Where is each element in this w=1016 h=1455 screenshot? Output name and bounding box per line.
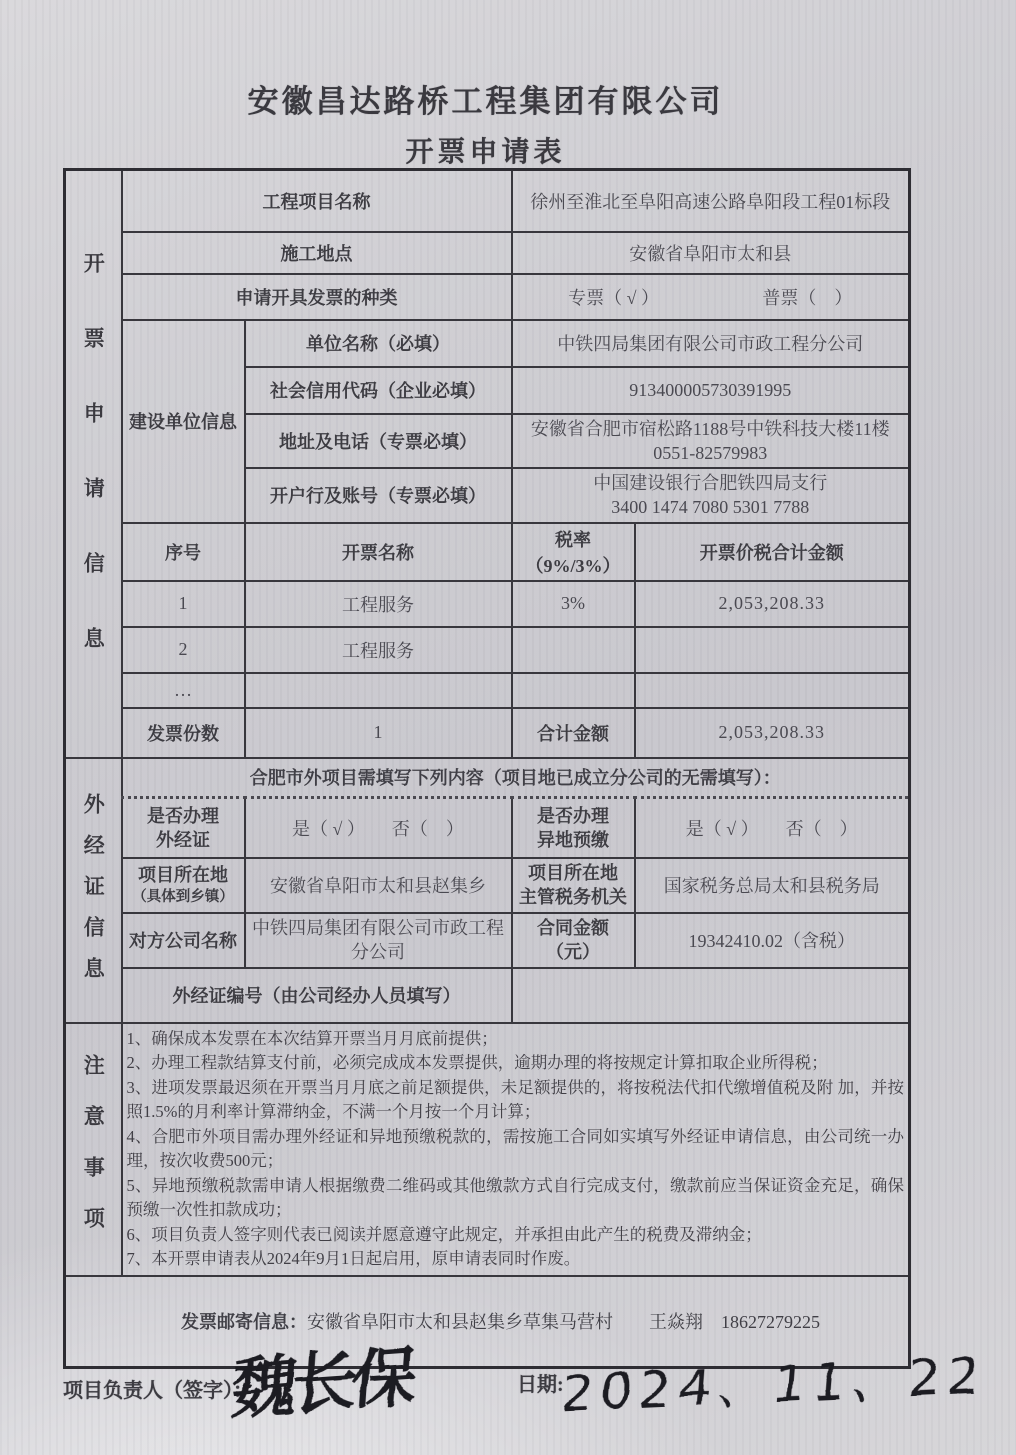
counterparty-label: 对方公司名称	[122, 913, 245, 968]
waijing-vertical-label: 外经证信息	[81, 792, 106, 998]
waijing-intro-note: 合肥市外项目需填写下列内容（项目地已成立分公司的无需填写）：	[122, 758, 910, 798]
note-item-2: 2、办理工程款结算支付前，必须完成成本发票提供，逾期办理的将按规定计算扣取企业所得税；	[126, 1053, 828, 1073]
note-item-5: 5、异地预缴税款需申请人根据缴费二维码或其他缴款方式自行完成支付，缴款前应当保证资金充足，确保预缴一次性扣款成功；	[126, 1175, 904, 1220]
note-item-4: 4、合肥市外项目需办理外经证和异地预缴税款的，需按施工合同如实填写外经证申请信息，由公司统一办理，按次收费500元；	[126, 1126, 904, 1171]
permit-number-label: 外经证编号（由公司经办人员填写）	[122, 968, 512, 1023]
contract-amount-label	[512, 913, 635, 968]
tax-authority-label	[512, 858, 635, 913]
section-label-apply-info	[65, 170, 122, 758]
contract-label-line2: （元）	[546, 942, 600, 963]
row3-amount	[635, 673, 910, 708]
address-line: 安徽省合肥市宿松路1188号中铁科技大楼11楼	[530, 418, 890, 439]
address-phone-label: 地址及电话（专票必填）	[245, 414, 512, 469]
contract-label-line1: 合同金额	[537, 917, 609, 938]
row1-amount: 2,053,208.33	[635, 581, 910, 627]
row3-seq: …	[122, 673, 245, 708]
site-value: 安徽省阜阳市太和县	[512, 232, 910, 274]
note-item-6: 6、项目负责人签字则代表已阅读并愿意遵守此规定，并承担由此产生的税费及滞纳金；	[126, 1224, 762, 1244]
col-header-name: 开票名称	[245, 523, 512, 581]
copies-label: 发票份数	[122, 708, 245, 758]
notes-vertical-label: 注意事项	[81, 1054, 106, 1259]
address-phone-value	[512, 414, 910, 469]
form-name-title: 开票申请表	[405, 137, 566, 168]
tax-label-line2: 主管税务机关	[519, 887, 627, 908]
total-label: 合计金额	[512, 708, 635, 758]
total-value: 2,053,208.33	[635, 708, 910, 758]
sign-label: 项目负责人（签字）：	[63, 1380, 253, 1402]
prepay-label-line1: 是否办理	[537, 805, 609, 826]
row3-name	[245, 673, 512, 708]
unit-name-label: 单位名称（必填）	[245, 320, 512, 367]
mail-info-value: 安徽省阜阳市太和县赵集乡草集马营村 王焱翔 18627279225	[307, 1312, 820, 1333]
handwritten-signature: 魏长保	[229, 1338, 415, 1429]
row2-name: 工程服务	[245, 627, 512, 673]
row1-rate: 3%	[512, 581, 635, 627]
location-label-line1: 项目所在地	[138, 865, 228, 886]
location-label-line2: （具体到乡镇）	[132, 888, 234, 905]
invoice-row-2	[65, 627, 910, 673]
row1-seq: 1	[122, 581, 245, 627]
copies-value: 1	[245, 708, 512, 758]
note-item-3: 3、进项发票最迟须在开票当月月底之前足额提供，未足额提供的，将按税法代扣代缴增值税及附 加，并按照1.5%的月利率计算滞纳金，不满一个月按一个月计算；	[126, 1077, 904, 1122]
counterparty-value: 中铁四局集团有限公司市政工程分公司	[245, 913, 512, 968]
unit-name-value: 中铁四局集团有限公司市政工程分公司	[512, 320, 910, 367]
apply-vertical-label: 开票申请信息	[81, 251, 106, 702]
tax-label-line1: 项目所在地	[528, 862, 618, 883]
prepay-label-line2: 异地预缴	[537, 829, 609, 850]
invoice-row-ellipsis	[65, 673, 910, 708]
bank-account-label: 开户行及账号（专票必填）	[245, 468, 512, 523]
site-label: 施工地点	[122, 232, 512, 274]
col-header-rate: 税率（9%/3%）	[512, 523, 635, 581]
row2-amount	[635, 627, 910, 673]
account-number-line: 3400 1474 7080 5301 7788	[611, 497, 810, 518]
project-location-value: 安徽省阜阳市太和县赵集乡	[245, 858, 512, 913]
permit-question-label	[122, 798, 245, 858]
row1-name: 工程服务	[245, 581, 512, 627]
invoice-kind-special-check: 专票（ √ ）	[568, 287, 660, 308]
builder-info-group-label: 建设单位信息	[122, 320, 245, 523]
company-title: 安徽昌达路桥工程集团有限公司	[247, 84, 724, 119]
note-item-7: 7、本开票申请表从2024年9月1日起启用，原申请表同时作废。	[126, 1249, 581, 1269]
invoice-kind-value	[512, 274, 910, 320]
prepay-answer-checkboxes: 是（ √ ） 否（ ）	[635, 798, 910, 858]
section-label-notes	[65, 1023, 122, 1276]
col-header-seq: 序号	[122, 523, 245, 581]
project-location-label	[122, 858, 245, 913]
permit-answer-checkboxes: 是（ √ ） 否（ ）	[245, 798, 512, 858]
invoice-row-1	[65, 581, 910, 627]
tax-authority-value: 国家税务总局太和县税务局	[635, 858, 910, 913]
project-name-value: 徐州至淮北至阜阳高速公路阜阳段工程01标段	[512, 170, 910, 232]
handwritten-date: 2024、11、22	[559, 1346, 989, 1424]
contract-amount-value: 19342410.02（含税）	[635, 913, 910, 968]
row2-rate	[512, 627, 635, 673]
mail-info-label: 发票邮寄信息：	[181, 1312, 307, 1333]
bank-account-value	[512, 468, 910, 523]
invoice-kind-label: 申请开具发票的种类	[122, 274, 512, 320]
row3-rate	[512, 673, 635, 708]
form-title-block	[63, 76, 908, 170]
permit-label-line2: 外经证	[156, 829, 210, 850]
invoice-application-table	[63, 168, 911, 1369]
bank-name-line: 中国建设银行合肥铁四局支行	[593, 473, 828, 494]
note-item-1: 1、确保成本发票在本次结算开票当月月底前提供；	[126, 1028, 498, 1048]
permit-label-line1: 是否办理	[147, 805, 219, 826]
section-label-waijing-info	[65, 758, 122, 1023]
row2-seq: 2	[122, 627, 245, 673]
col-header-amount: 开票价税合计金额	[635, 523, 910, 581]
permit-number-value	[512, 968, 910, 1023]
phone-line: 0551-82579983	[653, 442, 768, 463]
invoice-kind-general-check: 普票（ ）	[762, 287, 853, 308]
credit-code-label: 社会信用代码（企业必填）	[245, 367, 512, 414]
notes-content	[122, 1023, 910, 1276]
date-label: 日期:	[517, 1374, 564, 1396]
project-name-label: 工程项目名称	[122, 170, 512, 232]
credit-code-value: 913400005730391995	[512, 367, 910, 414]
prepay-question-label	[512, 798, 635, 858]
